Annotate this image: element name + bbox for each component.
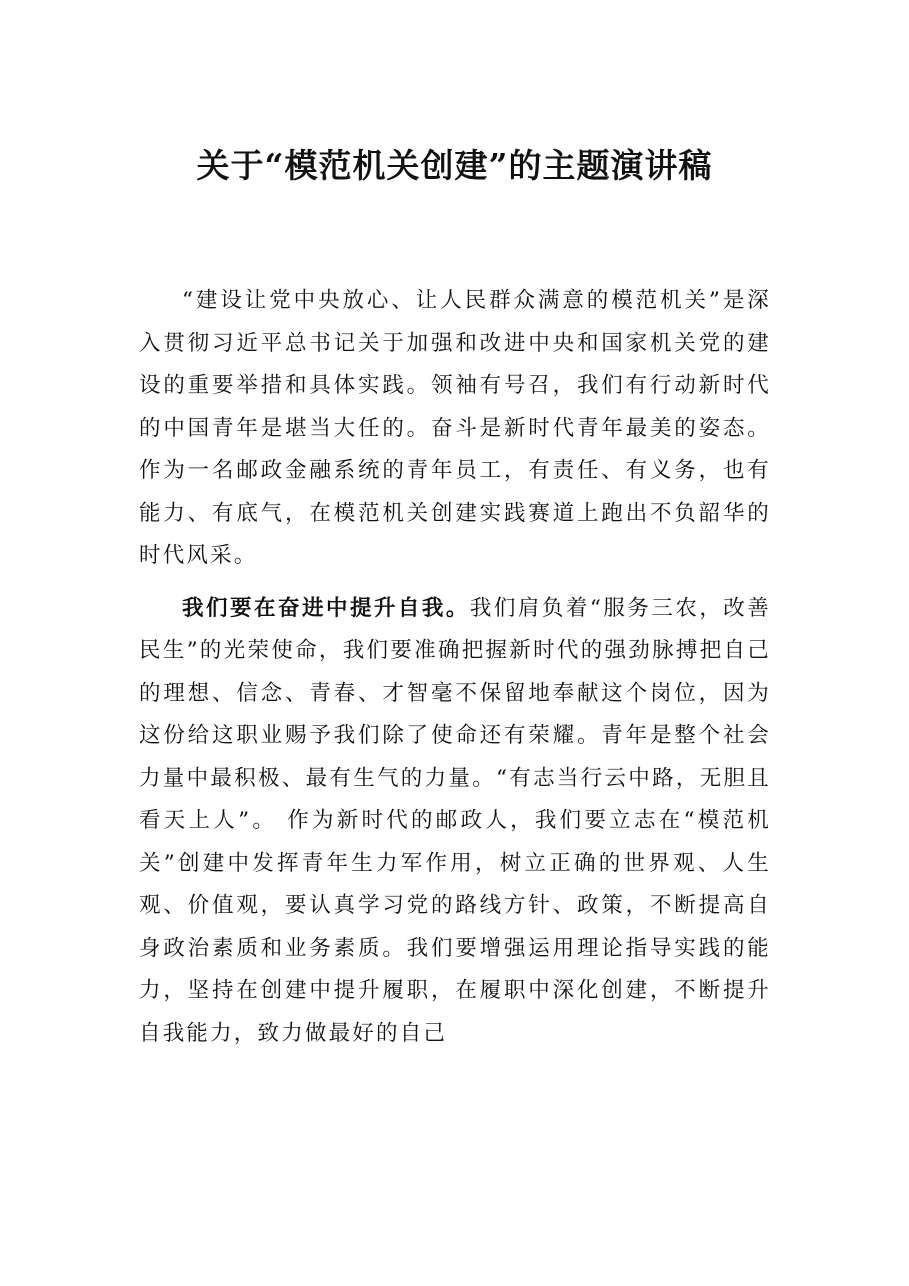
paragraph-self-improvement [139,588,771,1056]
paragraph-lead-heading: 我们要在奋进中提升自我。 [182,595,470,621]
document-body [139,280,771,1055]
paragraph-text: “建设让党中央放心、让人民群众满意的模范机关”是深入贯彻习近平总书记关于加强和改进中央和国家机关党的建设的重要举措和具体实践。领袖有号召，我们有行动新时代的中国青年是堪当大任的。奋斗是新时代青年最美的姿态。作为一名邮政金融系统的青年员工，有责任、有义务，也有能力、有底气，在模范机关创建实践赛道上跑出不负韶华的时代风采。 [139,288,771,568]
paragraph-text: 我们肩负着“服务三农，改善民生”的光荣使命，我们要准确把握新时代的强劲脉搏把自己的理想、信念、青春、才智毫不保留地奉献这个岗位，因为这份给这职业赐予我们除了使命还有荣耀。青年是整个社会力量中最积极、最有生气的力量。“有志当行云中路，无胆且看天上人”。 作为新时代的邮政人，我们要立志在“模范机关”创建中发挥青年生力军作用，树立正确的世界观、人生观、价值观，要认真学习党的路线方针、政策，不断提高自身政治素质和业务素质。我们要增强运用理论指导实践的能力，坚持在创建中提升履职，在履职中深化创建，不断提升自我能力，致力做最好的自己 [139,595,771,1046]
paragraph-intro [139,280,771,578]
document-title: 关于“模范机关创建”的主题演讲稿 [196,146,713,185]
